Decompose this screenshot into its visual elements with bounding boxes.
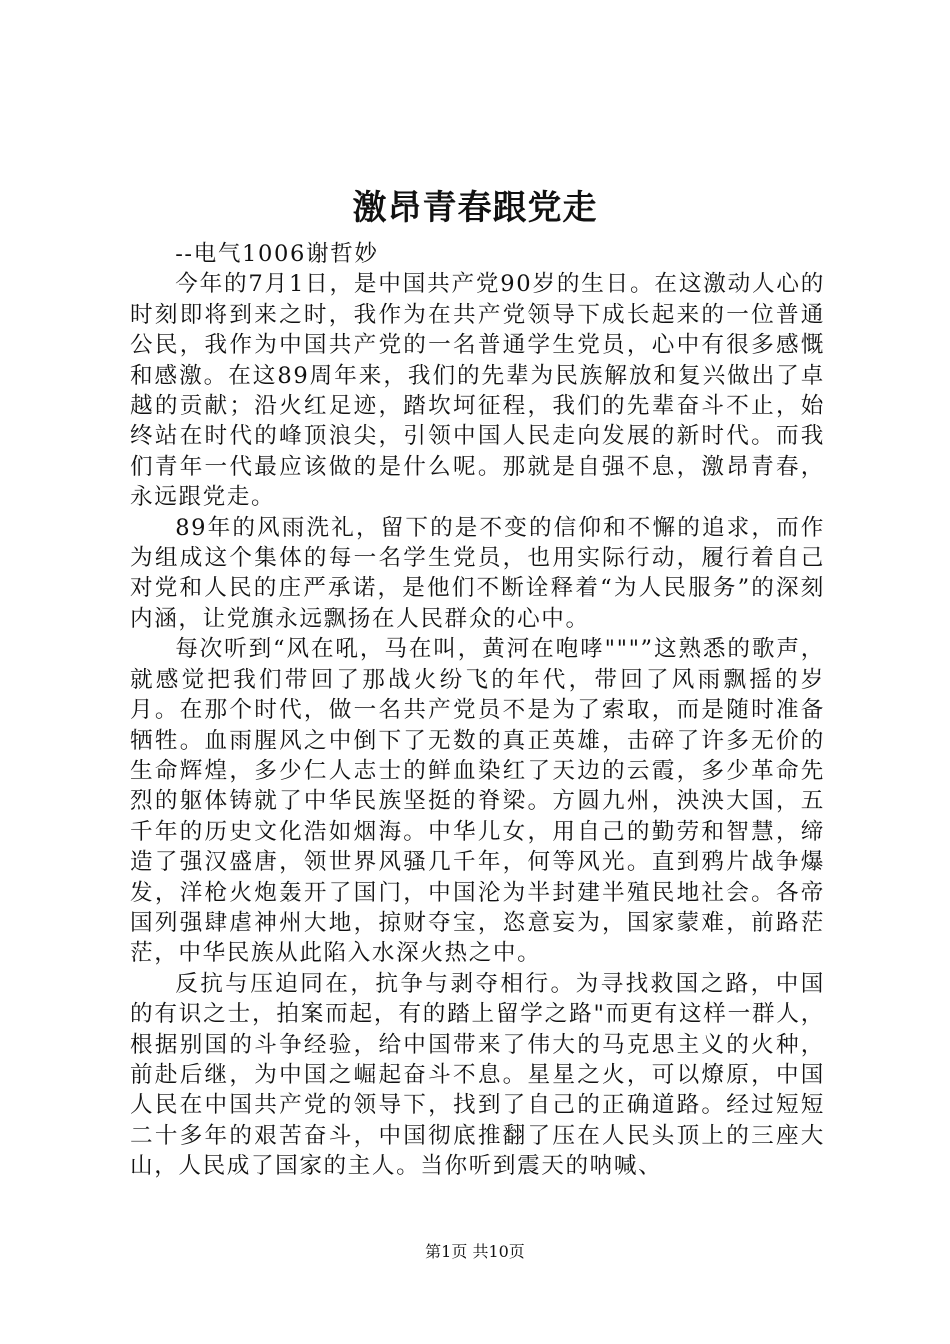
document-body	[130, 239, 825, 1182]
paragraph-1: 今年的7月1日，是中国共产党90岁的生日。在这激动人心的时刻即将到来之时，我作为在共产党领导下成长起来的一位普通公民，我作为中国共产党的一名普通学生党员，心中有很多感慨和感激。在这89周年来，我们的先辈为民族解放和复兴做出了卓越的贡献；沿火红足迹，踏坎坷征程，我们的先辈奋斗不止，始终站在时代的峰顶浪尖，引领中国人民走向发展的新时代。而我们青年一代最应该做的是什么呢。那就是自强不息，激昂青春，永远跟党走。	[130, 271, 825, 511]
paragraph-4: 反抗与压迫同在，抗争与剥夺相行。为寻找救国之路，中国的有识之士，拍案而起，有的踏上留学之路"而更有这样一群人，根据别国的斗争经验，给中国带来了伟大的马克思主义的火种，前赴后继，为中国之崛起奋斗不息。星星之火，可以燎原，中国人民在中国共产党的领导下，找到了自己的正确道路。经过短短二十多年的艰苦奋斗，中国彻底推翻了压在人民头顶上的三座大山，人民成了国家的主人。当你听到震天的呐喊、	[130, 970, 825, 1180]
paragraph-3: 每次听到“风在吼，马在叫，黄河在咆哮"""”这熟悉的歌声，就感觉把我们带回了那战火纷飞的年代，带回了风雨飘摇的岁月。在那个时代，做一名共产党员不是为了索取，而是随时准备牺牲。血雨腥风之中倒下了无数的真正英雄，击碎了许多无价的生命辉煌，多少仁人志士的鲜血染红了天边的云霞，多少革命先烈的躯体铸就了中华民族坚挺的脊梁。方圆九州，泱泱大国，五千年的历史文化浩如烟海。中华儿女，用自己的勤劳和智慧，缔造了强汉盛唐，领世界风骚几千年，何等风光。直到鸦片战争爆发，洋枪火炮轰开了国门，中国沦为半封建半殖民地社会。各帝国列强肆虐神州大地，掠财夺宝，恣意妄为，国家蒙难，前路茫茫，中华民族从此陷入水深火热之中。	[130, 636, 825, 967]
author-line: --电气1006谢哲妙	[175, 241, 379, 267]
paragraph-2: 89年的风雨洗礼，留下的是不变的信仰和不懈的追求，而作为组成这个集体的每一名学生党员，也用实际行动，履行着自己对党和人民的庄严承诺，是他们不断诠释着“为人民服务”的深刻内涵，让党旗永远飘扬在人民群众的心中。	[130, 514, 825, 632]
document-title: 激昂青春跟党走	[352, 188, 598, 228]
page-footer: 第1页 共10页	[425, 1242, 525, 1261]
